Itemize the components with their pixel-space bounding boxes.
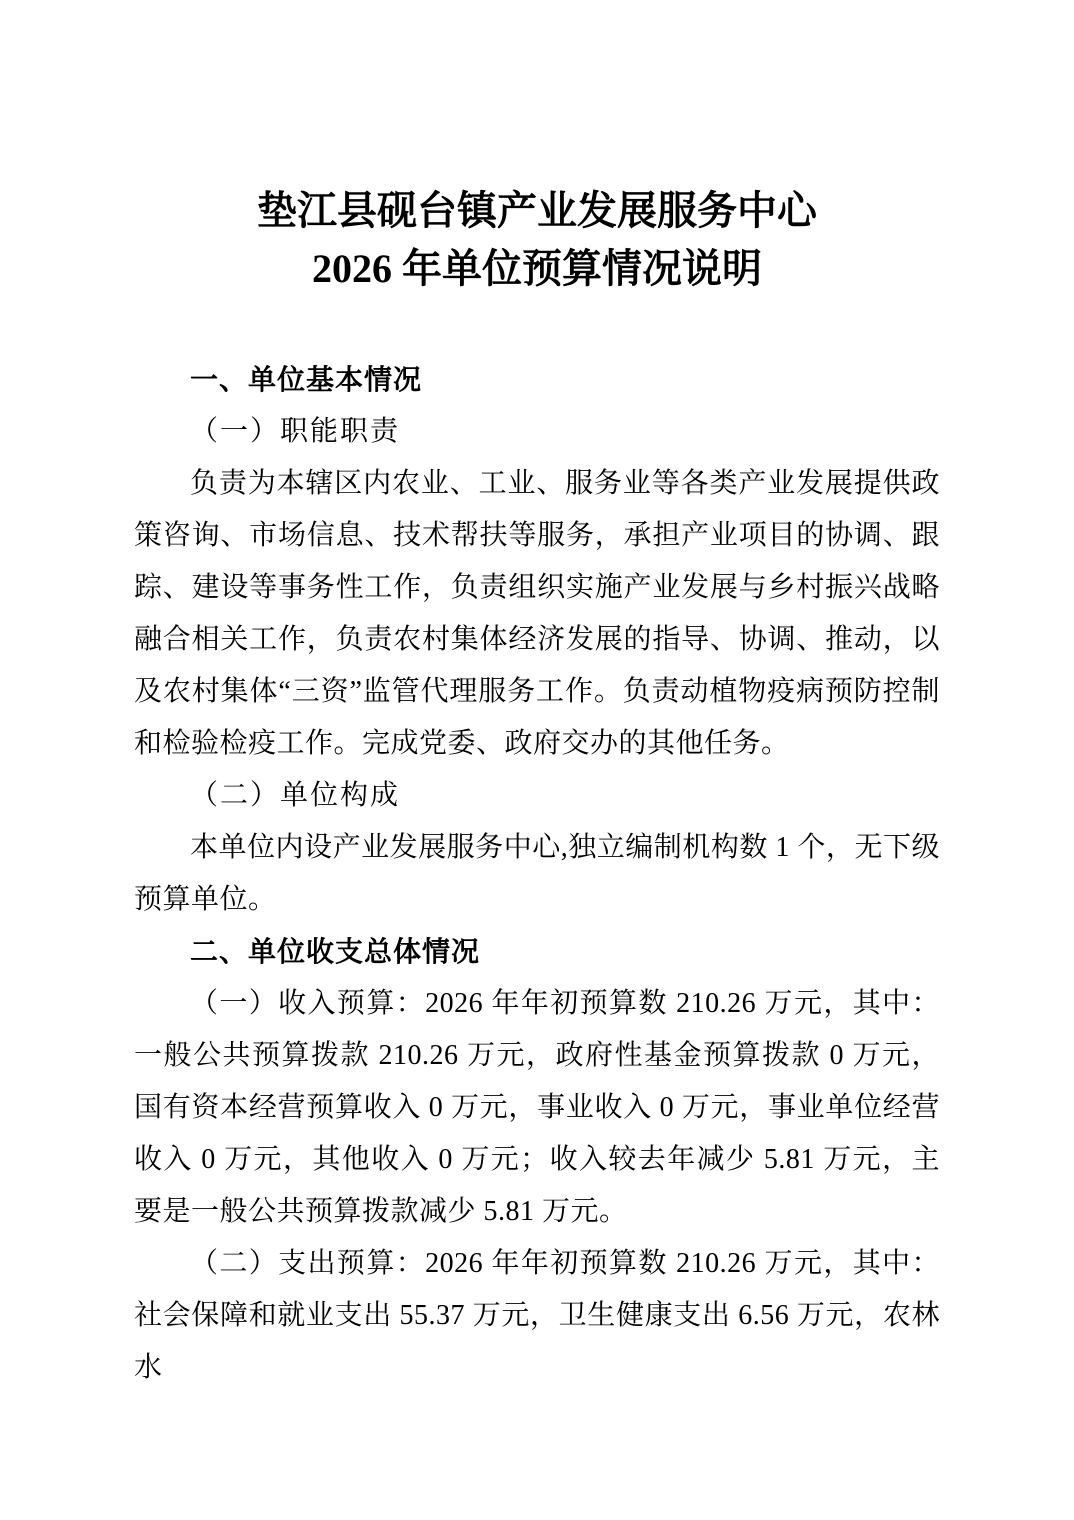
title-line-1: 垫江县砚台镇产业发展服务中心 [257, 188, 817, 233]
paragraph-unit-composition: 本单位内设产业发展服务中心,独立编制机构数 1 个，无下级预算单位。 [134, 832, 940, 915]
section-heading-1: 一、单位基本情况 [190, 364, 423, 395]
paragraph-duties: 负责为本辖区内农业、工业、服务业等各类产业发展提供政策咨询、市场信息、技术帮扶等服务，承担产业项目的协调、跟踪、建设等事务性工作，负责组织实施产业发展与乡村振兴战略融合相关工作，负责农村集体经济发展的指导、协调、推动，以及农村集体“三资”监管代理服务工作。负责动植物疫病预防控制和检验检疫工作。完成党委、政府交办的其他任务。 [134, 468, 940, 759]
section-heading-2: 二、单位收支总体情况 [190, 936, 481, 967]
paragraph-expenditure-budget: （二）支出预算：2026 年年初预算数 210.26 万元，其中：社会保障和就业支出 55.37 万元，卫生健康支出 6.56 万元，农林水 [134, 1248, 940, 1383]
title-line-2: 2026 年单位预算情况说明 [312, 246, 762, 291]
paragraph-revenue-budget: （一）收入预算：2026 年年初预算数 210.26 万元，其中：一般公共预算拨款 210.26 万元，政府性基金预算拨款 0 万元，国有资本经营预算收入 0 万元，事业收入 0 万元，事业单位经营收入 0 万元，其他收入 0 万元；收入较去年减少 5.81 万元，主要是一般公共预算拨款减少 5.81 万元。 [134, 988, 940, 1227]
document-title [134, 182, 940, 298]
subsection-heading-1-1: （一）职能职责 [190, 416, 401, 447]
subsection-heading-1-2: （二）单位构成 [190, 780, 401, 811]
